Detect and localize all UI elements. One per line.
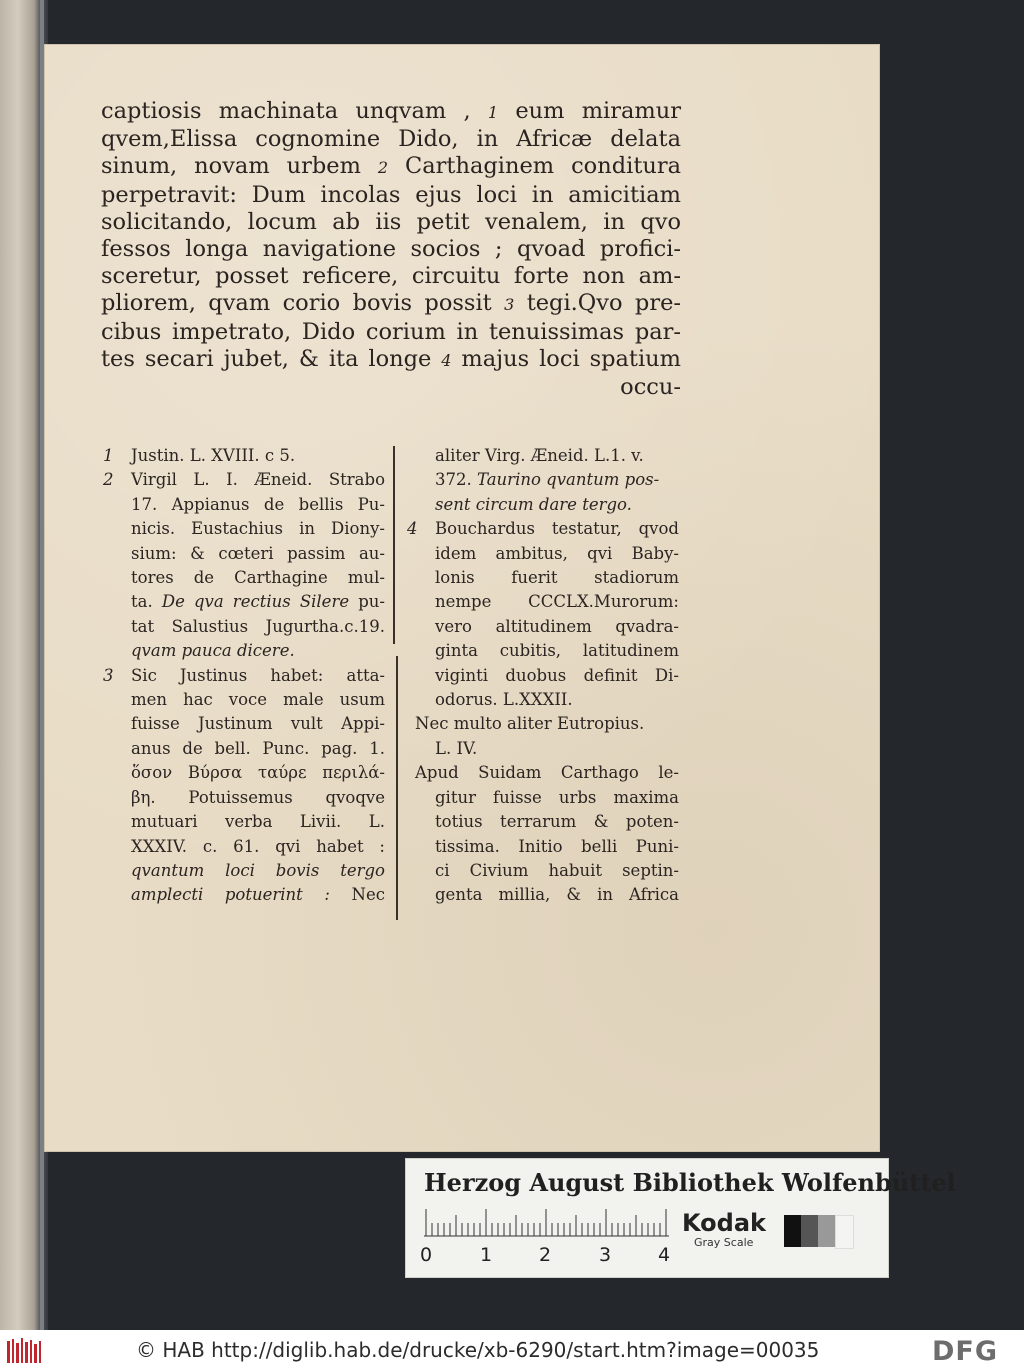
footnote-line: aliter Virg. Æneid. L.1. v. [435,446,644,465]
footnote-line: tissima. Initio belli Puni- [435,836,679,856]
main-line-3-tail: Carthaginem conditura [405,153,682,180]
gray-swatch-dark [801,1215,818,1247]
footnote-line [131,590,385,614]
library-scale-label [405,1158,956,1278]
ruler-number: 3 [599,1244,612,1266]
ruler-numbers [420,1244,680,1268]
footnote-ref-2: 2 [377,158,389,178]
footnote-line: odorus. L.XXXII. [435,690,573,710]
footnote-line: tores de Carthagine mul- [131,568,385,588]
footnote-italic-line: qvam pauca dicere. [131,641,295,661]
footnote-line-tail: pu- [349,592,385,612]
footnote-line: Justin. L. XVIII. c 5. [131,446,296,465]
ruler-number: 0 [420,1244,433,1266]
footnote-line: viginti duobus definit Di- [435,665,679,685]
footnote-italic: amplecti potuerint : [131,885,330,905]
footnote-number: 4 [407,519,418,539]
footnote-line [435,493,679,517]
footnotes-right-column [407,444,679,908]
footnotes-left-column [103,444,385,908]
gray-scale-caption: Gray Scale [694,1236,754,1249]
footnote-line: sium: & cœteri passim au- [131,543,385,563]
main-line-8 [101,290,681,318]
main-line-5: solicitando, locum ab iis petit venalem, in qvo [101,208,681,235]
main-line-10-text: tes secari jubet, & ita longe [101,345,442,372]
footnote-line: idem ambitus, qvi Baby- [435,543,679,563]
footnote-italic: Taurino qvantum pos- [471,470,660,490]
main-line-4: perpetravit: Dum incolas ejus loci in amicitiam [101,181,681,208]
footnote-line [131,883,385,907]
footnote-line-tail: Nec [329,885,385,905]
main-line-1-tail: eum miramur [515,98,682,124]
footnote-line: nempe CCCLX.Murorum: [435,592,679,612]
footnote-line: anus de bell. Punc. pag. 1. [131,738,385,758]
gray-swatch-mid [818,1215,835,1247]
footnote-line: men hac voce male usum [131,690,385,710]
footnote-line: tat Salustius Jugurtha.c.19. [131,616,385,636]
main-text-block [101,98,681,401]
footnote-line: lonis fuerit stadiorum [435,568,679,588]
footnote-line: ci Civium habuit septin- [435,860,679,880]
main-line-10-tail: majus loci spatium [461,345,681,372]
footnote-line-text: 372. [435,470,472,490]
footnote-line: vero altitudinem qvadra- [435,616,679,636]
gray-swatch-white [835,1215,854,1249]
footnote-line: totius terrarum & poten- [435,812,679,832]
footnote-line: ginta cubitis, latitudinem [435,641,679,661]
footnote-greek-line: ὅσον Βύρσα ταύρε περιλά- [131,763,385,783]
footnote-3 [103,664,385,908]
footnote-line-text: ta. [131,592,162,612]
footnote-line [435,468,679,492]
footnote-nec-multo [407,712,679,761]
main-line-6: fessos longa navigatione socios ; qvoad profici- [101,236,681,263]
footnote-line: Apud Suidam Carthago le- [415,763,679,783]
footnote-italic: De qva rectius Silere [161,592,350,612]
footnote-italic-line: qvantum loci bovis tergo [131,860,385,880]
footnote-line: L. IV. [435,738,478,758]
footnote-line: βη. Potuissemus qvoqve [131,787,385,807]
footnote-line: Bouchardus testatur, qvod [435,519,679,539]
footnote-line: fuisse Justinum vult Appi- [131,714,385,734]
main-line-8-text: pliorem, qvam corio bovis possit [101,290,505,317]
ruler-number: 1 [480,1244,493,1266]
footnote-line: Nec multo aliter Eutropius. [415,714,645,734]
ruler-icon [424,1209,669,1237]
footnote-line: mutuari verba Livii. L. [131,812,385,832]
column-divider [396,656,398,920]
footnote-ref-1: 1 [487,103,499,122]
footnote-number: 1 [103,446,114,465]
gray-swatch-black [784,1215,801,1247]
footnote-ref-4: 4 [441,350,452,370]
footnote-line: nicis. Eustachius in Diony- [131,519,385,539]
footnote-line: gitur fuisse urbs maxima [435,787,679,807]
footnote-1 [103,444,385,468]
footnote-continuation [407,444,679,517]
footnote-suidam [407,761,679,907]
footnote-line: XXXIV. c. 61. qvi habet : [131,836,385,856]
footnote-line: Sic Justinus habet: atta- [131,665,385,685]
main-line-7: sceretur, posset reficere, circuitu forte non am- [101,263,681,290]
footer-bar [0,1330,1024,1371]
column-divider [393,446,395,644]
main-line-2: qvem,Elissa cognomine Dido, in Africæ delata [101,126,681,153]
main-line-3-text: sinum, novam urbem [101,153,378,180]
main-line-1-text: captiosis machinata unqvam , [101,98,488,124]
kodak-brand: Kodak [682,1209,766,1237]
barcode-logo-icon [6,1337,42,1365]
main-line-8-tail: tegi.Qvo pre- [526,290,681,317]
footnote-ref-3: 3 [504,295,515,315]
footnote-line: Virgil L. I. Æneid. Strabo [131,470,385,490]
main-line-9: cibus impetrato, Dido corium in tenuissimas par- [101,318,681,345]
dfg-logo: DFG [932,1336,999,1367]
library-name: Herzog August Bibliothek Wolfenbüttel [424,1168,956,1197]
footer-copyright-link[interactable]: © HAB http://diglib.hab.de/drucke/xb-6290/start.htm?image=00035 [136,1338,820,1362]
main-line-1 [101,98,681,126]
footnote-2 [103,468,385,663]
footnote-italic: sent circum dare tergo. [435,494,632,514]
footnote-line: genta millia, & in Africa [435,885,679,905]
gray-scale-swatches [784,1215,854,1247]
main-line-3 [101,153,681,181]
footnote-number: 2 [103,470,114,490]
footnote-number: 3 [103,665,114,685]
catchword: occu- [620,374,681,401]
ruler-number: 4 [658,1244,671,1266]
footnote-4 [407,517,679,712]
ruler-number: 2 [539,1244,552,1266]
footnote-line: 17. Appianus de bellis Pu- [131,494,385,514]
main-line-10 [101,346,681,374]
